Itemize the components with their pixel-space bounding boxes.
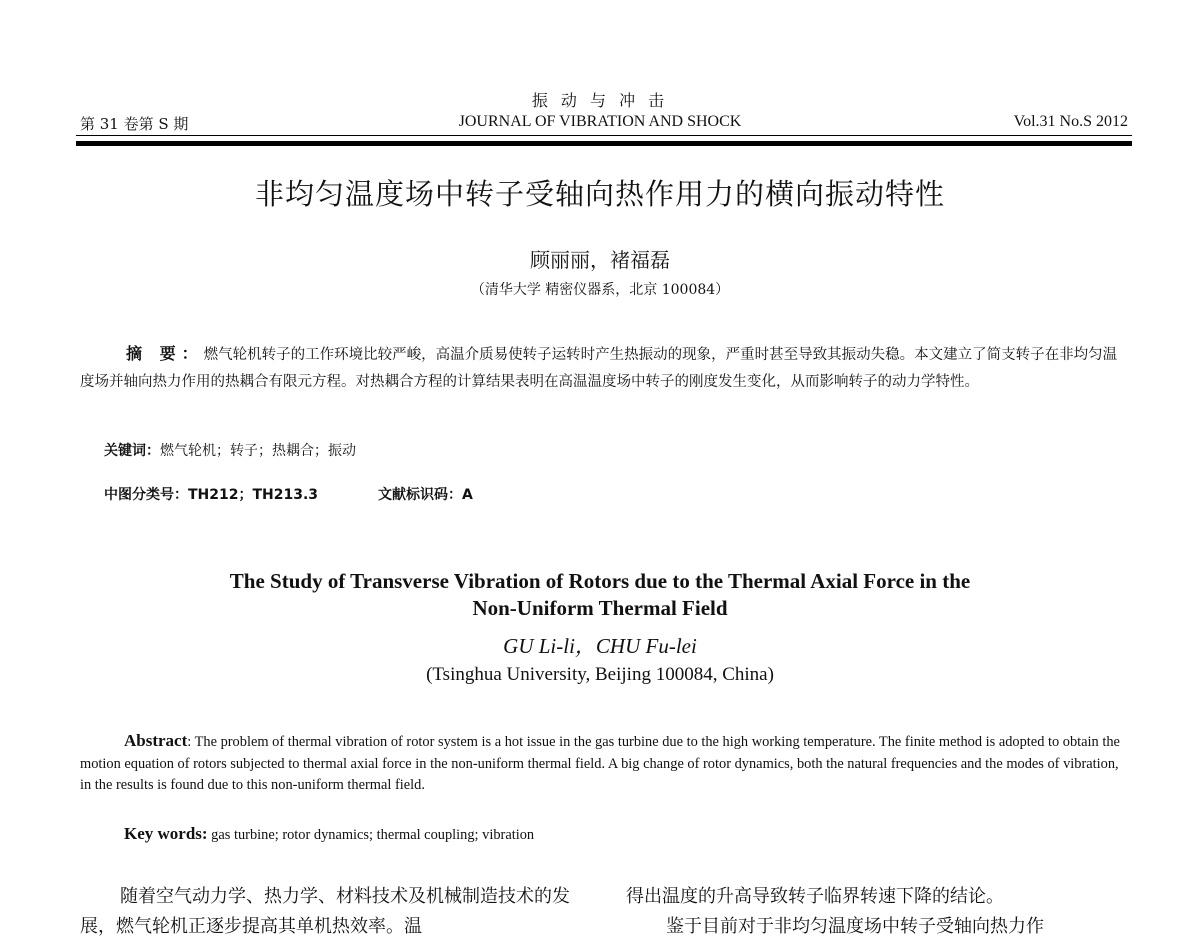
doc-code-label: 文献标识码：: [378, 487, 463, 503]
clc-label: 中图分类号：: [104, 487, 188, 503]
paper-title-en-line2: Non-Uniform Thermal Field: [472, 596, 728, 620]
abstract-cn-label: 摘 要：: [126, 344, 204, 363]
paper-title-en: [0, 568, 1200, 622]
journal-title-en: JOURNAL OF VIBRATION AND SHOCK: [458, 113, 742, 130]
body-column-left: 随着空气动力学、热力学、材料技术及机械制造技术的发展，燃气轮机正逐步提高其单机热效率。温: [80, 886, 570, 937]
abstract-en-text: : The problem of thermal vibration of rotor system is a hot issue in the gas turbine due to the high working temperature. The finite method is adopted to obtain the motion equation of rotors subjected to thermal axial force in the non-uniform thermal field. A big change of rotor dynamics, both the natural frequencies and the modes of vibration, in the results is found due to this non-uniform thermal field.: [80, 734, 1120, 793]
affiliation-en: (Tsinghua University, Beijing 100084, China): [426, 664, 774, 685]
abstract-cn: [80, 340, 1130, 396]
header-rule-thick: [76, 141, 1132, 146]
clc-value: TH212；TH213.3: [188, 487, 319, 503]
paper-title-en-line1: The Study of Transverse Vibration of Rotors due to the Thermal Axial Force in the: [229, 569, 971, 593]
keywords-cn-text: 燃气轮机；转子；热耦合；振动: [160, 443, 356, 459]
keywords-cn-label: 关键词：: [104, 443, 160, 459]
authors-cn: 顾丽丽，褚福磊: [530, 248, 670, 272]
affiliation-cn: （清华大学 精密仪器系，北京 100084）: [470, 282, 730, 298]
keywords-en-label: Key words:: [124, 824, 208, 843]
body-right-para1: 得出温度的升高导致转子临界转速下降的结论。: [626, 886, 1004, 907]
journal-title-cn: 振 动 与 冲 击: [531, 91, 669, 110]
issue-en: Vol.31 No.S 2012: [1013, 113, 1128, 130]
doc-code-value: A: [462, 487, 473, 503]
abstract-cn-text: 燃气轮机转子的工作环境比较严峻，高温介质易使转子运转时产生热振动的现象，严重时甚至导致其振动失稳。本文建立了简支转子在非均匀温度场并轴向热力作用的热耦合有限元方程。对热耦合方程的计算结果表明在高温温度场中转子的刚度发生变化，从而影响转子的动力学特性。: [80, 347, 1118, 390]
header-rule-thin: [76, 135, 1132, 136]
body-right-para2: 鉴于目前对于非均匀温度场中转子受轴向热力作: [666, 916, 1044, 937]
abstract-en-label: Abstract: [124, 731, 188, 750]
keywords-en-text: gas turbine; rotor dynamics; thermal coupling; vibration: [207, 827, 535, 843]
classification-line: [104, 484, 473, 504]
paper-title-cn: 非均匀温度场中转子受轴向热作用力的横向振动特性: [254, 177, 945, 211]
issue-cn: 第 31 卷第 S 期: [80, 115, 189, 133]
keywords-cn: [104, 440, 356, 460]
keywords-en: [124, 824, 534, 844]
abstract-en: [80, 730, 1130, 797]
authors-en: GU Li-li，CHU Fu-lei: [503, 634, 697, 658]
body-column-right: [626, 882, 1132, 942]
